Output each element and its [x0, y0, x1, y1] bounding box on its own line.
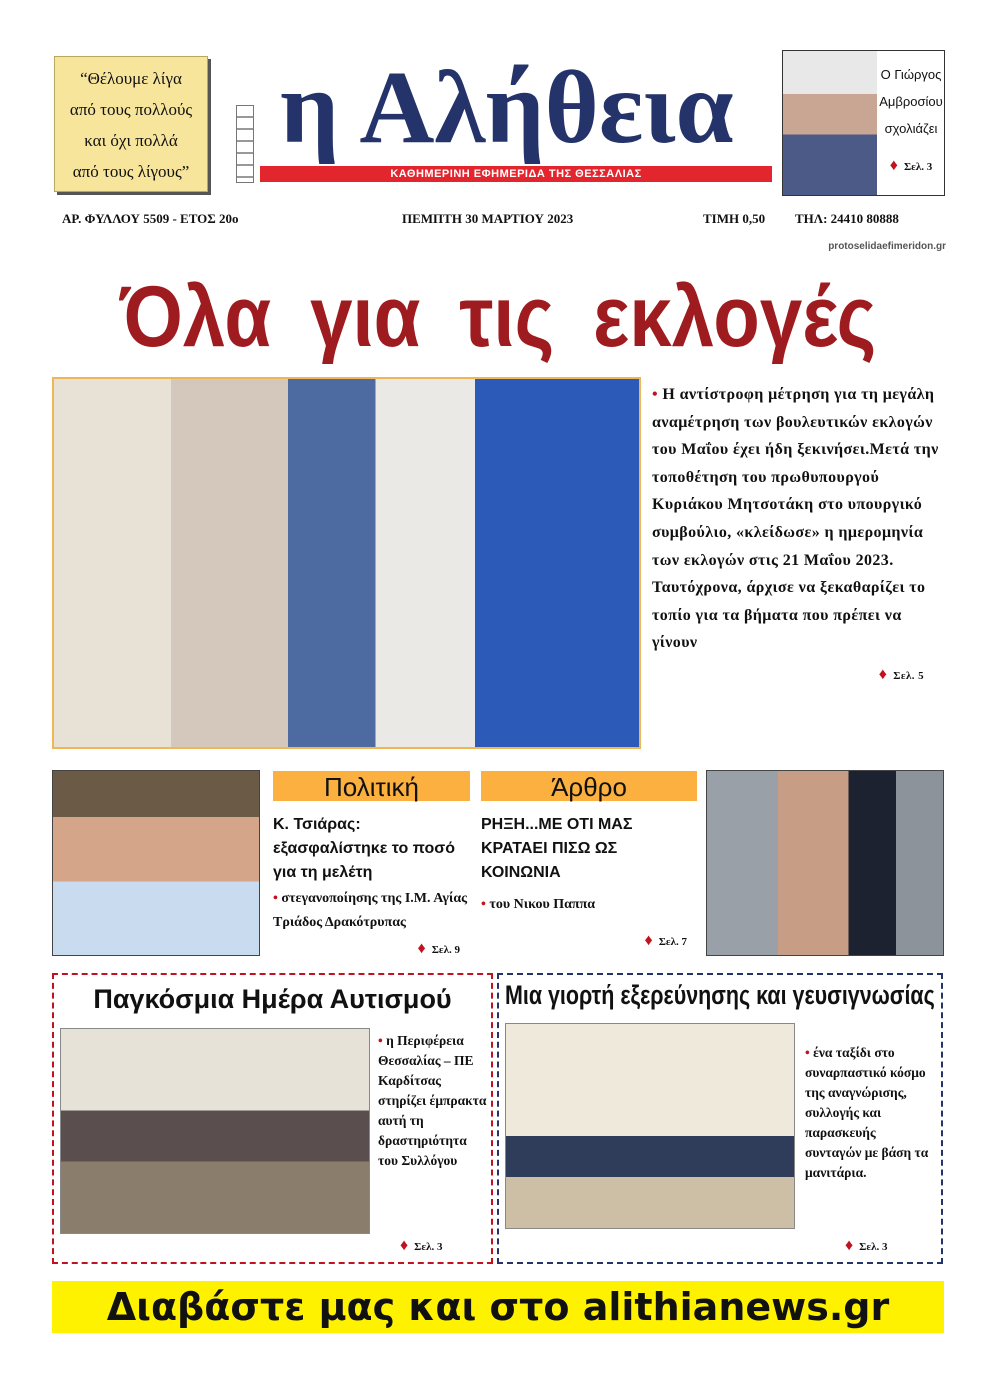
article-author: του Νικου Παππα — [489, 897, 596, 912]
diamond-icon: ♦ — [644, 932, 653, 949]
seal-icons — [236, 105, 254, 183]
autism-text: η Περιφέρεια Θεσσαλίας – ΠΕ Καρδίτσας στηρίζει έμπρακτα αυτή τη δραστηριότητα του Συλλόγου — [378, 1033, 487, 1168]
motto-line: και όχι πολλά — [84, 131, 178, 150]
bullet-icon: • — [378, 1033, 387, 1048]
masthead-subtitle: ΚΑΘΗΜΕΡΙΝΗ ΕΦΗΜΕΡΙΔΑ ΤΗΣ ΘΕΣΣΑΛΙΑΣ — [260, 166, 772, 182]
mushroom-title: Μια γιορτή εξερεύνησης και γευσιγνωσίας — [505, 980, 935, 1010]
autism-box — [52, 973, 493, 1264]
page-ref: Σελ. 9 — [431, 944, 460, 956]
bullet-icon: • — [481, 897, 490, 912]
page-ref: Σελ. 3 — [903, 161, 933, 173]
mushroom-box — [497, 973, 943, 1264]
main-headline: Όλα για τις εκλογές — [120, 269, 877, 365]
pappas-photo — [706, 770, 944, 956]
columnist-box[interactable] — [782, 50, 945, 196]
main-story — [652, 381, 942, 691]
politics-title: Κ. Τσιάρας: εξασφαλίστηκε το ποσό για τη μελέτη — [273, 816, 455, 881]
motto-line: “Θέλουμε λίγα — [80, 69, 182, 88]
page-ref: Σελ. 5 — [893, 669, 924, 682]
diamond-icon: ♦ — [878, 665, 888, 683]
page-ref: Σελ. 7 — [658, 936, 687, 948]
motto-line: από τους λίγους” — [72, 162, 190, 181]
mushroom-text: ένα ταξίδι στο συναρπαστικό κόσμο της αναγνώρισης, συλλογής και παρασκευής συνταγών με βάση τα μανιτάρια. — [805, 1045, 929, 1180]
page-ref: Σελ. 3 — [859, 1241, 888, 1253]
issue-number: ΑΡ. ΦΥΛΛΟΥ 5509 - ΕΤΟΣ 20ο — [62, 211, 239, 226]
columnist-line: Ο Γιώργος — [880, 67, 942, 82]
mushroom-photo — [505, 1023, 795, 1229]
diamond-icon: ♦ — [400, 1237, 409, 1254]
website-banner[interactable]: Διαβάστε μας και στο alithianews.gr — [52, 1281, 944, 1333]
masthead-title: η Αλήθεια — [280, 50, 734, 165]
columnist-photo — [783, 51, 877, 195]
issue-date: ΠΕΜΠΤΗ 30 ΜΑΡΤΙΟΥ 2023 — [402, 211, 574, 226]
section-tab-article: Άρθρο — [481, 771, 697, 801]
source-link: protoselidaefimeridon.gr — [828, 241, 946, 252]
bullet-icon: • — [805, 1045, 814, 1060]
diamond-icon: ♦ — [417, 940, 426, 957]
price: ΤΙΜΗ 0,50 — [703, 211, 766, 226]
section-tab-politics: Πολιτική — [273, 771, 470, 801]
diamond-icon: ♦ — [889, 157, 898, 174]
bullet-icon: • — [273, 891, 282, 906]
politics-text: στεγανοποίησης της Ι.Μ. Αγίας Τριάδος Δρακότρυπας — [273, 891, 468, 930]
columnist-line: Αμβροσίου — [879, 94, 943, 109]
autism-photo — [60, 1028, 370, 1234]
tsiaras-photo — [52, 770, 260, 956]
motto-line: από τους πολλούς — [69, 100, 193, 119]
page-ref: Σελ. 3 — [414, 1241, 443, 1253]
motto-box — [54, 56, 208, 192]
election-photo — [52, 377, 641, 749]
autism-title: Παγκόσμια Ημέρα Αυτισμού — [93, 984, 452, 1014]
phone: ΤΗΛ: 24410 80888 — [795, 211, 899, 226]
bullet-icon: • — [652, 386, 663, 403]
columnist-line: σχολιάζει — [884, 121, 938, 136]
diamond-icon: ♦ — [845, 1237, 854, 1254]
article-title: ΡΗΞΗ...ΜΕ ΟΤΙ ΜΑΣ ΚΡΑΤΑΕΙ ΠΙΣΩ ΩΣ ΚΟΙΝΩΝΙΑ — [481, 816, 633, 881]
main-story-text: Η αντίστροφη μέτρηση για τη μεγάλη αναμέτρηση των βουλευτικών εκλογών του Μαΐου έχει ήδη ξεκινήσει.Μετά την τοποθέτηση του πρωθυπουργού Κυριάκου Μητσοτάκη στο υπουργικό συμβούλιο, «κλείδωσε» η ημερομηνία των εκλογών στις 21 Μαΐου 2023. Ταυτόχρονα, άρχισε να ξεκαθαρίζει το τοπίο για τα βήματα που πρέπει να γίνουν — [652, 386, 939, 652]
